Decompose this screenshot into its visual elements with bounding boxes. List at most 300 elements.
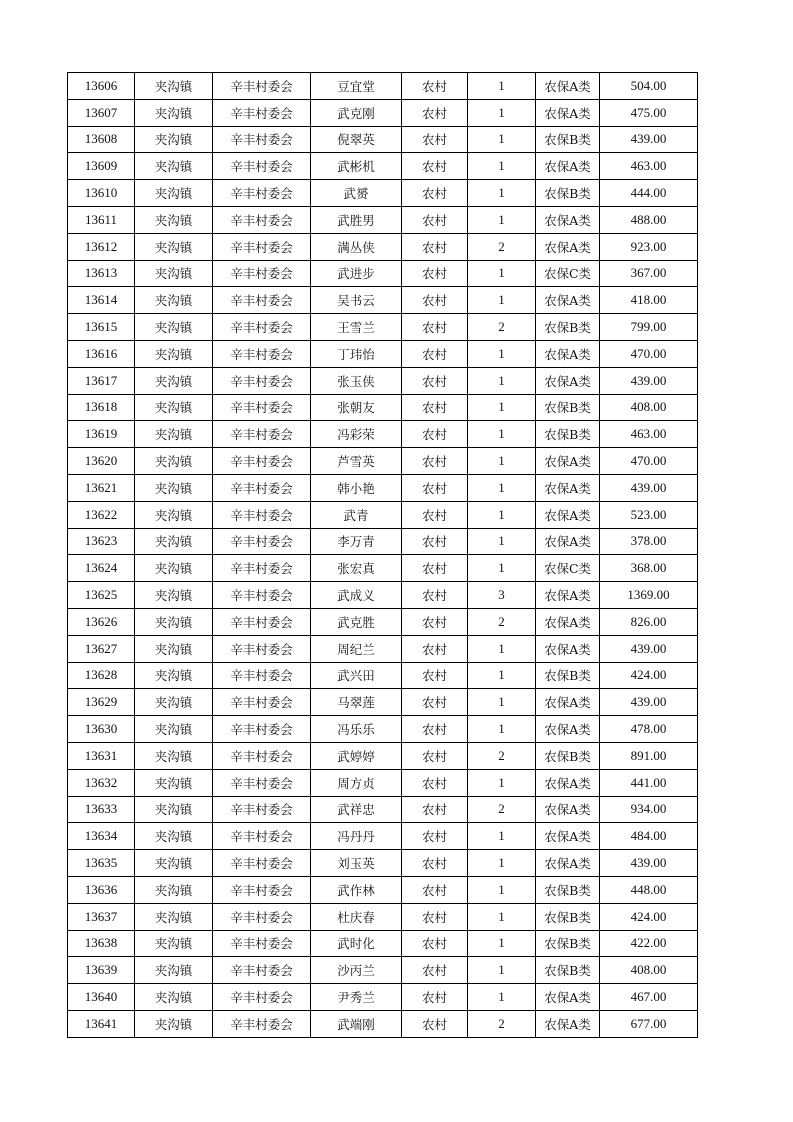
serial-number-cell: 13632 [68,769,135,796]
amount-cell: 470.00 [600,340,698,367]
area-type-cell: 农村 [402,769,468,796]
area-type-cell: 农村 [402,421,468,448]
village-cell: 辛丰村委会 [213,716,311,743]
household-count-cell: 1 [468,287,536,314]
town-cell: 夹沟镇 [135,1010,213,1037]
serial-number-cell: 13607 [68,99,135,126]
area-type-cell: 农村 [402,340,468,367]
household-count-cell: 1 [468,930,536,957]
village-cell: 辛丰村委会 [213,742,311,769]
serial-number-cell: 13637 [68,903,135,930]
amount-cell: 891.00 [600,742,698,769]
amount-cell: 470.00 [600,448,698,475]
serial-number-cell: 13609 [68,153,135,180]
area-type-cell: 农村 [402,876,468,903]
name-cell: 武成义 [311,582,402,609]
town-cell: 夹沟镇 [135,233,213,260]
amount-cell: 424.00 [600,662,698,689]
serial-number-cell: 13638 [68,930,135,957]
town-cell: 夹沟镇 [135,528,213,555]
name-cell: 武婷婷 [311,742,402,769]
name-cell: 武兴田 [311,662,402,689]
name-cell: 冯彩荣 [311,421,402,448]
table-row [68,1010,698,1037]
name-cell: 武进步 [311,260,402,287]
amount-cell: 439.00 [600,689,698,716]
household-count-cell: 2 [468,742,536,769]
category-cell: 农保A类 [536,99,600,126]
category-cell: 农保A类 [536,340,600,367]
town-cell: 夹沟镇 [135,73,213,100]
household-count-cell: 1 [468,876,536,903]
name-cell: 豆宜堂 [311,73,402,100]
household-count-cell: 3 [468,582,536,609]
village-cell: 辛丰村委会 [213,555,311,582]
table-row [68,474,698,501]
name-cell: 张玉侠 [311,367,402,394]
category-cell: 农保B类 [536,662,600,689]
area-type-cell: 农村 [402,314,468,341]
town-cell: 夹沟镇 [135,180,213,207]
household-count-cell: 2 [468,796,536,823]
area-type-cell: 农村 [402,394,468,421]
household-count-cell: 1 [468,474,536,501]
category-cell: 农保B类 [536,876,600,903]
name-cell: 沙丙兰 [311,957,402,984]
area-type-cell: 农村 [402,501,468,528]
amount-cell: 484.00 [600,823,698,850]
table-row [68,769,698,796]
table-row [68,984,698,1011]
category-cell: 农保A类 [536,635,600,662]
category-cell: 农保A类 [536,287,600,314]
amount-cell: 826.00 [600,608,698,635]
category-cell: 农保A类 [536,1010,600,1037]
amount-cell: 523.00 [600,501,698,528]
village-cell: 辛丰村委会 [213,689,311,716]
household-count-cell: 1 [468,769,536,796]
town-cell: 夹沟镇 [135,421,213,448]
amount-cell: 448.00 [600,876,698,903]
household-count-cell: 1 [468,903,536,930]
amount-cell: 478.00 [600,716,698,743]
area-type-cell: 农村 [402,582,468,609]
town-cell: 夹沟镇 [135,876,213,903]
household-count-cell: 1 [468,850,536,877]
category-cell: 农保A类 [536,233,600,260]
serial-number-cell: 13639 [68,957,135,984]
area-type-cell: 农村 [402,903,468,930]
town-cell: 夹沟镇 [135,394,213,421]
serial-number-cell: 13626 [68,608,135,635]
serial-number-cell: 13634 [68,823,135,850]
serial-number-cell: 13625 [68,582,135,609]
household-count-cell: 1 [468,957,536,984]
village-cell: 辛丰村委会 [213,823,311,850]
household-count-cell: 1 [468,394,536,421]
amount-cell: 418.00 [600,287,698,314]
serial-number-cell: 13620 [68,448,135,475]
name-cell: 芦雪英 [311,448,402,475]
serial-number-cell: 13613 [68,260,135,287]
village-cell: 辛丰村委会 [213,448,311,475]
serial-number-cell: 13629 [68,689,135,716]
category-cell: 农保A类 [536,474,600,501]
village-cell: 辛丰村委会 [213,957,311,984]
town-cell: 夹沟镇 [135,662,213,689]
household-count-cell: 1 [468,180,536,207]
area-type-cell: 农村 [402,635,468,662]
household-count-cell: 1 [468,260,536,287]
village-cell: 辛丰村委会 [213,73,311,100]
town-cell: 夹沟镇 [135,287,213,314]
area-type-cell: 农村 [402,206,468,233]
name-cell: 武时化 [311,930,402,957]
name-cell: 吴书云 [311,287,402,314]
amount-cell: 467.00 [600,984,698,1011]
amount-cell: 368.00 [600,555,698,582]
serial-number-cell: 13617 [68,367,135,394]
table-row [68,287,698,314]
household-count-cell: 1 [468,555,536,582]
village-cell: 辛丰村委会 [213,394,311,421]
amount-cell: 439.00 [600,635,698,662]
category-cell: 农保A类 [536,850,600,877]
area-type-cell: 农村 [402,1010,468,1037]
table-row [68,742,698,769]
town-cell: 夹沟镇 [135,555,213,582]
name-cell: 武祥忠 [311,796,402,823]
household-count-cell: 2 [468,1010,536,1037]
name-cell: 李万青 [311,528,402,555]
town-cell: 夹沟镇 [135,796,213,823]
name-cell: 冯丹丹 [311,823,402,850]
area-type-cell: 农村 [402,555,468,582]
village-cell: 辛丰村委会 [213,421,311,448]
name-cell: 周纪兰 [311,635,402,662]
household-count-cell: 1 [468,635,536,662]
category-cell: 农保C类 [536,555,600,582]
town-cell: 夹沟镇 [135,367,213,394]
table-row [68,930,698,957]
serial-number-cell: 13624 [68,555,135,582]
area-type-cell: 农村 [402,367,468,394]
name-cell: 张宏真 [311,555,402,582]
data-table [67,72,698,1038]
village-cell: 辛丰村委会 [213,635,311,662]
category-cell: 农保B类 [536,126,600,153]
village-cell: 辛丰村委会 [213,126,311,153]
village-cell: 辛丰村委会 [213,180,311,207]
category-cell: 农保A类 [536,769,600,796]
category-cell: 农保A类 [536,73,600,100]
table-row [68,233,698,260]
amount-cell: 439.00 [600,474,698,501]
serial-number-cell: 13614 [68,287,135,314]
area-type-cell: 农村 [402,984,468,1011]
area-type-cell: 农村 [402,957,468,984]
name-cell: 冯乐乐 [311,716,402,743]
amount-cell: 439.00 [600,850,698,877]
table-row [68,528,698,555]
area-type-cell: 农村 [402,233,468,260]
area-type-cell: 农村 [402,608,468,635]
area-type-cell: 农村 [402,260,468,287]
name-cell: 武赟 [311,180,402,207]
household-count-cell: 1 [468,126,536,153]
village-cell: 辛丰村委会 [213,340,311,367]
village-cell: 辛丰村委会 [213,314,311,341]
table-row [68,340,698,367]
table-row [68,796,698,823]
serial-number-cell: 13616 [68,340,135,367]
category-cell: 农保A类 [536,716,600,743]
category-cell: 农保A类 [536,367,600,394]
town-cell: 夹沟镇 [135,501,213,528]
category-cell: 农保B类 [536,742,600,769]
name-cell: 杜庆春 [311,903,402,930]
category-cell: 农保A类 [536,528,600,555]
name-cell: 张朝友 [311,394,402,421]
town-cell: 夹沟镇 [135,340,213,367]
amount-cell: 424.00 [600,903,698,930]
category-cell: 农保A类 [536,206,600,233]
category-cell: 农保A类 [536,796,600,823]
household-count-cell: 1 [468,153,536,180]
town-cell: 夹沟镇 [135,126,213,153]
household-count-cell: 1 [468,448,536,475]
name-cell: 刘玉英 [311,850,402,877]
table-row [68,367,698,394]
table-row [68,421,698,448]
category-cell: 农保A类 [536,582,600,609]
name-cell: 武端刚 [311,1010,402,1037]
amount-cell: 439.00 [600,126,698,153]
amount-cell: 463.00 [600,421,698,448]
serial-number-cell: 13633 [68,796,135,823]
table-row [68,206,698,233]
amount-cell: 441.00 [600,769,698,796]
household-count-cell: 1 [468,73,536,100]
household-count-cell: 1 [468,99,536,126]
table-row [68,850,698,877]
table-row [68,903,698,930]
name-cell: 韩小艳 [311,474,402,501]
village-cell: 辛丰村委会 [213,206,311,233]
area-type-cell: 农村 [402,126,468,153]
name-cell: 倪翠英 [311,126,402,153]
serial-number-cell: 13621 [68,474,135,501]
name-cell: 王雪兰 [311,314,402,341]
town-cell: 夹沟镇 [135,153,213,180]
table-row [68,662,698,689]
area-type-cell: 农村 [402,99,468,126]
village-cell: 辛丰村委会 [213,287,311,314]
category-cell: 农保B类 [536,314,600,341]
village-cell: 辛丰村委会 [213,984,311,1011]
town-cell: 夹沟镇 [135,689,213,716]
table-row [68,260,698,287]
category-cell: 农保B类 [536,394,600,421]
household-count-cell: 1 [468,984,536,1011]
household-count-cell: 1 [468,340,536,367]
serial-number-cell: 13641 [68,1010,135,1037]
table-row [68,153,698,180]
village-cell: 辛丰村委会 [213,662,311,689]
serial-number-cell: 13622 [68,501,135,528]
area-type-cell: 农村 [402,662,468,689]
category-cell: 农保A类 [536,448,600,475]
table-row [68,555,698,582]
area-type-cell: 农村 [402,689,468,716]
amount-cell: 488.00 [600,206,698,233]
area-type-cell: 农村 [402,742,468,769]
town-cell: 夹沟镇 [135,716,213,743]
serial-number-cell: 13606 [68,73,135,100]
amount-cell: 408.00 [600,394,698,421]
town-cell: 夹沟镇 [135,903,213,930]
category-cell: 农保A类 [536,608,600,635]
amount-cell: 378.00 [600,528,698,555]
town-cell: 夹沟镇 [135,635,213,662]
table-row [68,608,698,635]
town-cell: 夹沟镇 [135,206,213,233]
name-cell: 满丛侠 [311,233,402,260]
name-cell: 周方贞 [311,769,402,796]
village-cell: 辛丰村委会 [213,850,311,877]
village-cell: 辛丰村委会 [213,796,311,823]
serial-number-cell: 13628 [68,662,135,689]
village-cell: 辛丰村委会 [213,474,311,501]
table-row [68,314,698,341]
table-row [68,635,698,662]
serial-number-cell: 13612 [68,233,135,260]
serial-number-cell: 13635 [68,850,135,877]
table-row [68,957,698,984]
amount-cell: 934.00 [600,796,698,823]
area-type-cell: 农村 [402,796,468,823]
table-body [68,73,698,1038]
amount-cell: 439.00 [600,367,698,394]
table-row [68,99,698,126]
town-cell: 夹沟镇 [135,957,213,984]
village-cell: 辛丰村委会 [213,501,311,528]
area-type-cell: 农村 [402,930,468,957]
amount-cell: 408.00 [600,957,698,984]
name-cell: 马翠莲 [311,689,402,716]
amount-cell: 923.00 [600,233,698,260]
serial-number-cell: 13627 [68,635,135,662]
table-row [68,448,698,475]
town-cell: 夹沟镇 [135,314,213,341]
area-type-cell: 农村 [402,73,468,100]
area-type-cell: 农村 [402,823,468,850]
area-type-cell: 农村 [402,474,468,501]
amount-cell: 799.00 [600,314,698,341]
table-row [68,823,698,850]
household-count-cell: 1 [468,689,536,716]
name-cell: 武克胜 [311,608,402,635]
table-row [68,501,698,528]
serial-number-cell: 13619 [68,421,135,448]
amount-cell: 1369.00 [600,582,698,609]
name-cell: 尹秀兰 [311,984,402,1011]
serial-number-cell: 13631 [68,742,135,769]
town-cell: 夹沟镇 [135,930,213,957]
name-cell: 武青 [311,501,402,528]
serial-number-cell: 13640 [68,984,135,1011]
name-cell: 武胜男 [311,206,402,233]
household-count-cell: 1 [468,206,536,233]
name-cell: 武彬机 [311,153,402,180]
village-cell: 辛丰村委会 [213,769,311,796]
serial-number-cell: 13608 [68,126,135,153]
village-cell: 辛丰村委会 [213,876,311,903]
household-count-cell: 2 [468,608,536,635]
name-cell: 丁玮怡 [311,340,402,367]
household-count-cell: 1 [468,367,536,394]
village-cell: 辛丰村委会 [213,582,311,609]
town-cell: 夹沟镇 [135,448,213,475]
village-cell: 辛丰村委会 [213,903,311,930]
category-cell: 农保A类 [536,984,600,1011]
category-cell: 农保A类 [536,501,600,528]
table-row [68,126,698,153]
area-type-cell: 农村 [402,448,468,475]
household-count-cell: 1 [468,823,536,850]
household-count-cell: 1 [468,528,536,555]
village-cell: 辛丰村委会 [213,153,311,180]
town-cell: 夹沟镇 [135,823,213,850]
town-cell: 夹沟镇 [135,99,213,126]
table-row [68,876,698,903]
category-cell: 农保B类 [536,421,600,448]
category-cell: 农保A类 [536,153,600,180]
area-type-cell: 农村 [402,528,468,555]
area-type-cell: 农村 [402,287,468,314]
area-type-cell: 农村 [402,153,468,180]
town-cell: 夹沟镇 [135,769,213,796]
amount-cell: 504.00 [600,73,698,100]
table-row [68,689,698,716]
amount-cell: 475.00 [600,99,698,126]
table-row [68,716,698,743]
category-cell: 农保B类 [536,957,600,984]
town-cell: 夹沟镇 [135,608,213,635]
area-type-cell: 农村 [402,180,468,207]
town-cell: 夹沟镇 [135,742,213,769]
category-cell: 农保C类 [536,260,600,287]
amount-cell: 463.00 [600,153,698,180]
name-cell: 武作林 [311,876,402,903]
amount-cell: 422.00 [600,930,698,957]
town-cell: 夹沟镇 [135,260,213,287]
table-row [68,73,698,100]
village-cell: 辛丰村委会 [213,608,311,635]
village-cell: 辛丰村委会 [213,260,311,287]
village-cell: 辛丰村委会 [213,528,311,555]
household-count-cell: 2 [468,314,536,341]
category-cell: 农保B类 [536,180,600,207]
table-row [68,394,698,421]
area-type-cell: 农村 [402,716,468,743]
serial-number-cell: 13623 [68,528,135,555]
serial-number-cell: 13610 [68,180,135,207]
name-cell: 武克刚 [311,99,402,126]
village-cell: 辛丰村委会 [213,1010,311,1037]
area-type-cell: 农村 [402,850,468,877]
amount-cell: 367.00 [600,260,698,287]
